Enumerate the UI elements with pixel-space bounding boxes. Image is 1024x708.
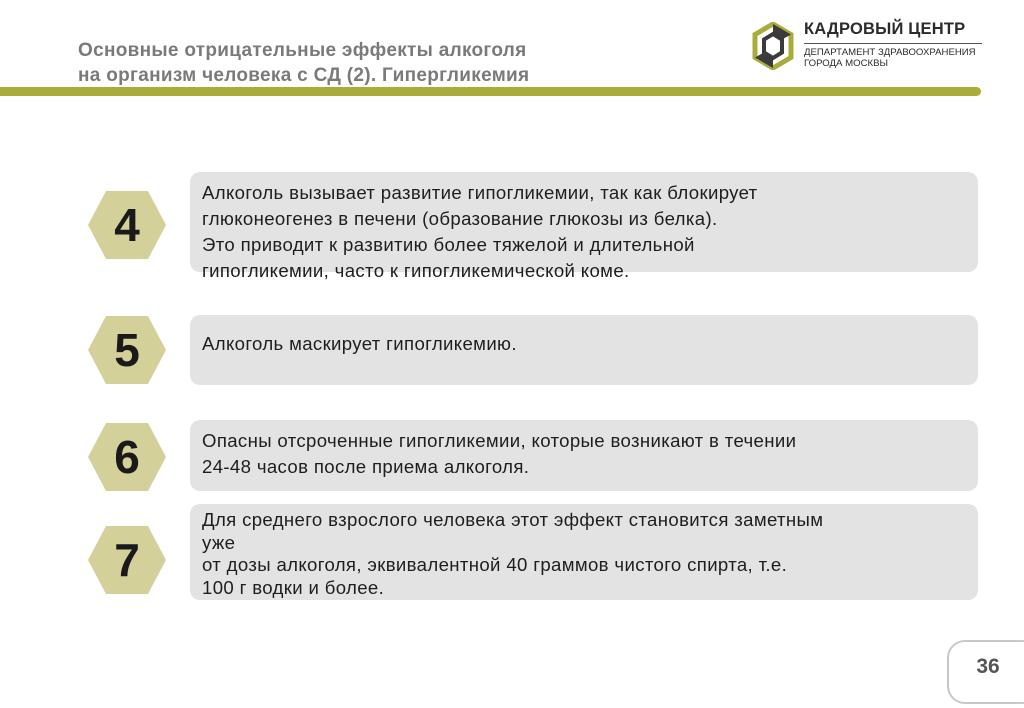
item-text-line: глюконеогенез в печени (образование глюкозы из белка). xyxy=(202,208,718,229)
item-text-line: 24-48 часов после приема алкоголя. xyxy=(202,456,530,477)
item-text-line: Алкоголь вызывает развитие гипогликемии, так как блокирует xyxy=(202,182,758,203)
logo-brand: КАДРОВЫЙ ЦЕНТР xyxy=(804,20,966,38)
item-number: 4 xyxy=(114,199,140,251)
item-number: 5 xyxy=(114,324,140,376)
kadrovy-centr-logo xyxy=(752,20,987,72)
logo-subtitle-line-1: ДЕПАРТАМЕНТ ЗДРАВООХРАНЕНИЯ xyxy=(804,47,976,58)
hexagon-badge xyxy=(86,314,168,386)
item-text-line: Это приводит к развитию более тяжелой и длительной xyxy=(202,234,695,255)
item-text-line: от дозы алкоголя, эквивалентной 40 граммов чистого спирта, т.е. xyxy=(202,554,788,575)
title-line-2: на организм человека с СД (2). Гипергликемия xyxy=(78,65,530,86)
item-text-line: уже xyxy=(202,531,236,553)
slide-title xyxy=(78,38,718,88)
hexagon-badge xyxy=(86,421,168,493)
item-number: 7 xyxy=(114,534,140,586)
logo-subtitle xyxy=(804,47,976,69)
item-text-line: 100 г водки и более. xyxy=(202,576,385,598)
item-number: 6 xyxy=(114,431,140,483)
item-text-line: Опасны отсроченные гипогликемии, которые возникают в течении xyxy=(202,430,797,451)
item-text-line: Для среднего взрослого человека этот эффект становится заметным xyxy=(202,509,824,530)
page-number: 36 xyxy=(976,655,1000,678)
item-text-card xyxy=(190,420,978,491)
hexagon-badge xyxy=(86,524,168,596)
header-divider xyxy=(0,87,981,96)
item-text-card xyxy=(190,504,978,600)
item-text-card xyxy=(190,172,978,281)
logo-divider xyxy=(804,43,982,44)
hexagon-logo-icon xyxy=(752,22,794,70)
item-text-line: гипогликемии, часто к гипогликемической коме. xyxy=(202,260,630,281)
title-line-1: Основные отрицательные эффекты алкоголя xyxy=(78,40,527,61)
hexagon-badge xyxy=(86,189,168,261)
item-text-line: Алкоголь маскирует гипогликемию. xyxy=(202,333,517,354)
logo-subtitle-line-2: ГОРОДА МОСКВЫ xyxy=(804,58,888,69)
item-text-card xyxy=(190,315,978,385)
